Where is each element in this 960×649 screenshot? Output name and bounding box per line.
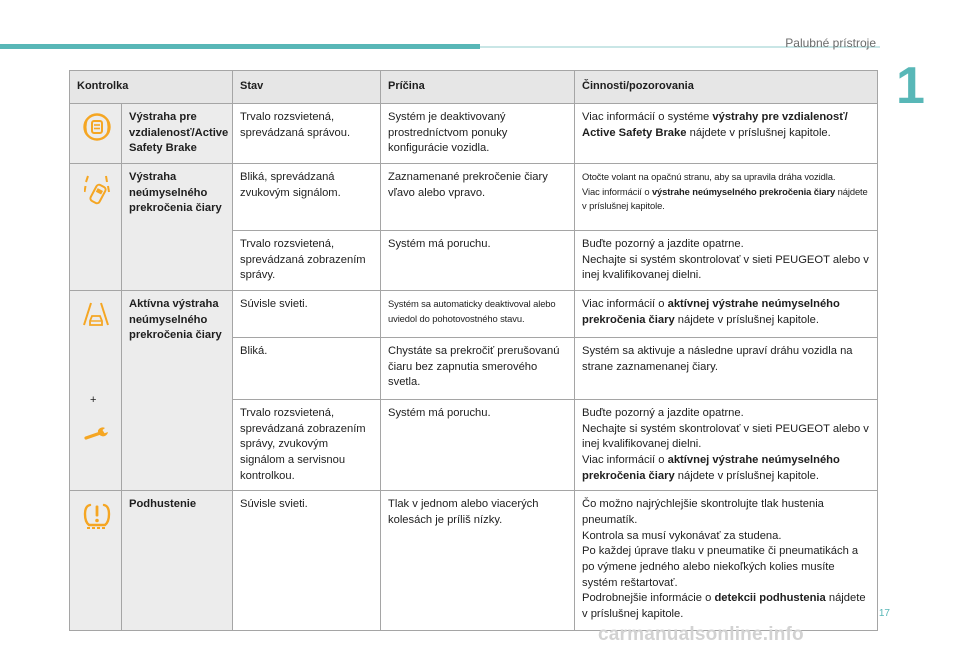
state-cell: Trvalo rozsvietená, sprevádzaná zobrazením správy. [233, 231, 381, 291]
action-text: Nechajte si systém skontrolovať v sieti PEUGEOT alebo v inej kvalifikovanej dielni. [582, 422, 869, 451]
section-title: Palubné prístroje [785, 36, 876, 50]
plus-separator: + [90, 394, 97, 407]
action-text: Kontrola sa musí vykonávať za studena. [582, 529, 782, 542]
action-text: Viac informácií o [582, 185, 652, 197]
action-text: Po každej úprave tlaku v pneumatike či pneumatikách a po výmene jedného alebo niekoľkých kolies musíte systém reštartovať. [582, 545, 859, 589]
action-text: Viac informácií o [582, 454, 668, 467]
action-text: nájdete v príslušnej kapitole. [674, 469, 819, 482]
table-row [70, 291, 878, 338]
indicator-name: Aktívna výstraha neúmyselného prekročenia čiary [122, 291, 233, 491]
table-row [70, 491, 878, 631]
action-text: Podrobnejšie informácie o [582, 592, 715, 605]
action-bold-text: aktívnej výstrahe neúmyselného prekročenia čiary [582, 454, 840, 482]
header-accent-bar [0, 44, 480, 49]
lane-keeping-icon [82, 301, 110, 329]
action-cell [575, 104, 878, 164]
action-text: nájdete v príslušnej kapitole. [582, 185, 868, 212]
action-text: Otočte volant na opačnú stranu, aby sa upravila dráha vozidla. [582, 171, 836, 183]
indicator-name: Podhustenie [122, 491, 233, 631]
indicator-icon-cell [70, 491, 122, 631]
state-cell: Trvalo rozsvietená, sprevádzaná zobrazením správy, zvukovým signálom a servisnou kontrolkou. [233, 400, 381, 491]
column-header-kontrolka: Kontrolka [70, 71, 233, 104]
action-text: nájdete v príslušnej kapitole. [686, 126, 831, 139]
action-text: nájdete v príslušnej kapitole. [674, 313, 819, 326]
table-header-row [70, 71, 878, 104]
action-bold-text: aktívnej výstrahe neúmyselného prekročenia čiary [582, 298, 840, 326]
column-header-pricina: Príčina [381, 71, 575, 104]
chapter-number: 1 [896, 57, 925, 115]
cause-cell: Zaznamenané prekročenie čiary vľavo alebo vpravo. [381, 164, 575, 231]
table-row [70, 164, 878, 231]
action-cell [575, 291, 878, 338]
action-text: Čo možno najrýchlejšie skontrolujte tlak hustenia pneumatík. [582, 498, 824, 527]
action-text: Buďte pozorný a jazdite opatrne. [582, 407, 744, 420]
watermark-text: carmanualsonline.info [598, 624, 804, 645]
indicator-icon-cell [70, 291, 122, 491]
action-cell [575, 231, 878, 291]
tyre-pressure-icon [81, 501, 113, 529]
cause-cell: Systém má poruchu. [381, 231, 575, 291]
cause-cell: Systém je deaktivovaný prostredníctvom ponuky konfigurácie vozidla. [381, 104, 575, 164]
adas-warning-icon [82, 112, 112, 142]
action-cell: Systém sa aktivuje a následne upraví dráhu vozidla na strane zaznamenanej čiary. [575, 338, 878, 400]
indicator-icon-cell [70, 164, 122, 291]
indicator-name: Výstraha pre vzdialenosť/Active Safety Brake [122, 104, 233, 164]
wrench-icon [84, 427, 110, 443]
action-cell [575, 400, 878, 491]
lane-departure-icon [84, 174, 110, 208]
table-row [70, 104, 878, 164]
action-bold-text: výstrahy pre vzdialenosť/ Active Safety Brake [582, 111, 848, 139]
indicator-icon-cell [70, 104, 122, 164]
indicator-name: Výstraha neúmyselného prekročenia čiary [122, 164, 233, 291]
state-cell: Bliká, sprevádzaná zvukovým signálom. [233, 164, 381, 231]
state-cell: Bliká. [233, 338, 381, 400]
action-text: Buďte pozorný a jazdite opatrne. [582, 238, 744, 251]
action-cell [575, 164, 878, 231]
column-header-stav: Stav [233, 71, 381, 104]
action-cell [575, 491, 878, 631]
state-cell: Súvisle svieti. [233, 291, 381, 338]
state-cell: Súvisle svieti. [233, 491, 381, 631]
action-text: nájdete v príslušnej kapitole. [582, 592, 866, 621]
cause-cell: Systém má poruchu. [381, 400, 575, 491]
cause-cell: Chystáte sa prekročiť prerušovanú čiaru bez zapnutia smerového svetla. [381, 338, 575, 400]
cause-cell: Tlak v jednom alebo viacerých kolesách je príliš nízky. [381, 491, 575, 631]
state-cell: Trvalo rozsvietená, sprevádzaná správou. [233, 104, 381, 164]
action-text: Viac informácií o systéme [582, 111, 713, 123]
warning-lights-table [69, 70, 878, 631]
action-bold-text: výstrahe neúmyselného prekročenia čiary [651, 185, 836, 197]
page-number: 17 [878, 608, 890, 619]
column-header-cinnosti: Činnosti/pozorovania [575, 71, 878, 104]
cause-cell: Systém sa automaticky deaktivoval alebo uviedol do pohotovostného stavu. [381, 291, 575, 338]
action-text: Viac informácií o [582, 298, 668, 311]
action-text: Nechajte si systém skontrolovať v sieti PEUGEOT alebo v inej kvalifikovanej dielni. [582, 253, 869, 282]
action-bold-text: detekcii podhustenia [714, 592, 826, 605]
